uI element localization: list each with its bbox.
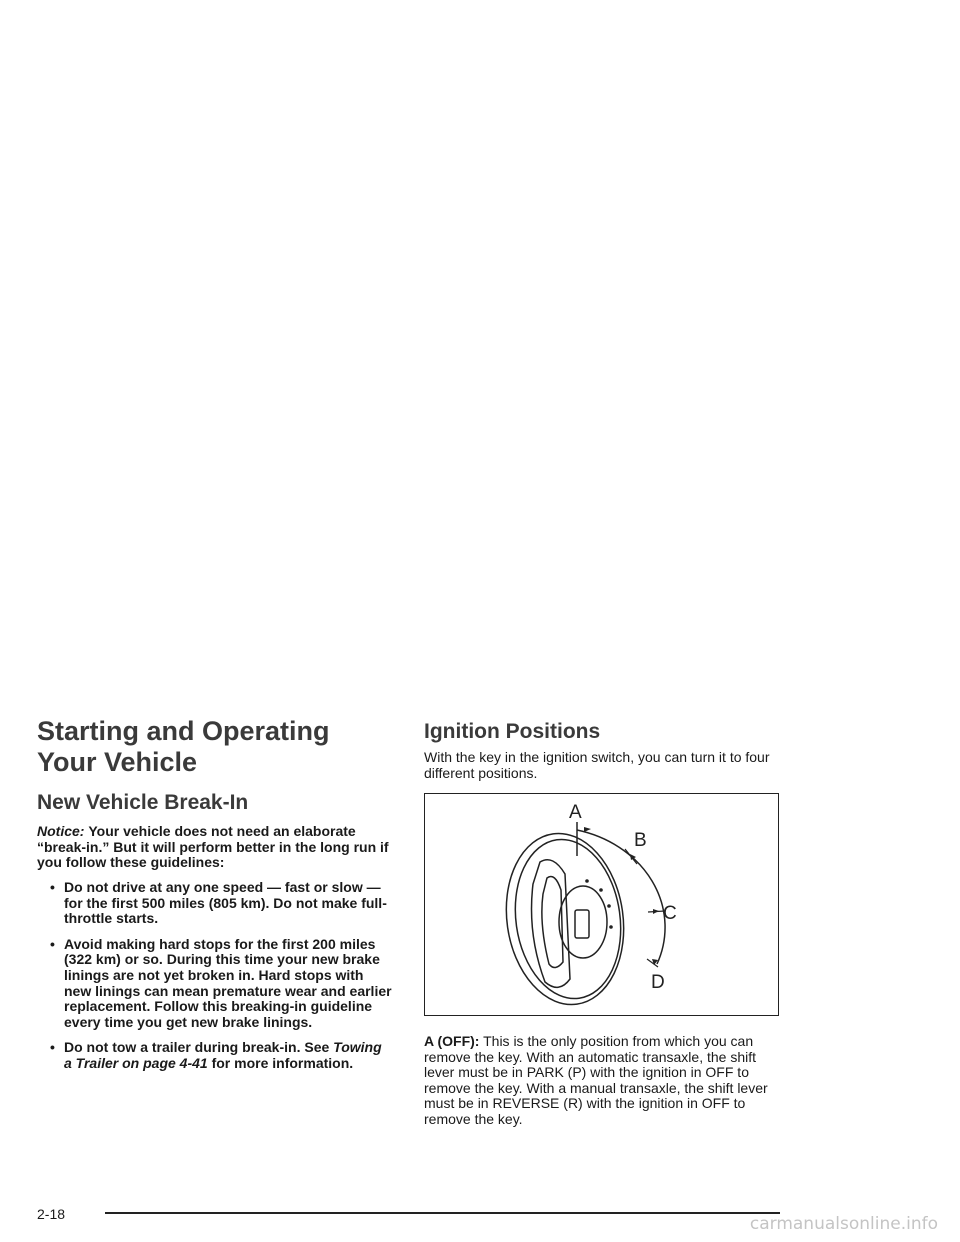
list-item <box>37 880 392 927</box>
notice-text: Your vehicle does not need an elaborate “break-in.” But it will perform better in the long run if you follow these guidelines: <box>37 823 389 871</box>
list-item <box>37 1040 392 1071</box>
keyway <box>575 910 589 938</box>
bullet-icon: • <box>50 879 55 895</box>
ignition-title: Ignition Positions <box>424 720 601 743</box>
guideline-list <box>37 880 392 1082</box>
bullet-text-after: for more information. <box>207 1054 354 1071</box>
bullet-icon: • <box>50 1039 55 1056</box>
bullet-text-before: Do not tow a trailer during break-in. See <box>64 1039 334 1056</box>
label-c: C <box>663 903 677 924</box>
label-b: B <box>634 830 647 851</box>
bullet-text: Do not drive at any one speed — fast or slow — for the first 500 miles (805 km). Do not make full-throttle starts. <box>64 879 387 927</box>
bullet-text: Avoid making hard stops for the first 200 miles (322 km) or so. During this time your new brake linings are not yet broken in. Hard stops with new linings can mean premature wear and earlier replacement. Follow this breaking-in guideline every time you get new brake linings. <box>64 935 392 1030</box>
ignition-diagram <box>425 794 777 1014</box>
towing-link[interactable]: Towing a Trailer on page 4-41 <box>64 1039 382 1071</box>
ignition-figure <box>424 793 779 1016</box>
bezel-inner <box>505 833 630 1006</box>
subsection-title: New Vehicle Break-In <box>37 791 249 814</box>
list-item <box>37 937 392 1031</box>
notice-label: Notice: <box>37 823 85 839</box>
position-a-label: A (OFF): <box>424 1033 480 1049</box>
page-number: 2-18 <box>37 1206 66 1222</box>
position-a-text: This is the only position from which you can remove the key. With an automatic transaxle, the shift lever must be in PARK (P) with the ignition in OFF to remove the key. With a manual transaxle, the shift lever must be in REVERSE (R) with the ignition in OFF to remove the key. <box>424 1033 768 1127</box>
ignition-intro: With the key in the ignition switch, you can turn it to four different positions. <box>424 749 770 781</box>
marker-a <box>584 827 591 832</box>
rotation-arc <box>577 830 665 964</box>
key-grip <box>542 877 563 968</box>
bullet-icon: • <box>50 935 55 952</box>
position-a-paragraph <box>424 1034 786 1128</box>
key-head <box>532 860 571 988</box>
watermark: carmanualsonline.info <box>749 1214 938 1234</box>
label-a: A <box>569 802 582 823</box>
label-d: D <box>651 972 665 993</box>
notice-paragraph <box>37 824 392 871</box>
footer-rule <box>105 1212 780 1214</box>
section-title: Starting and Operating Your Vehicle <box>37 716 330 777</box>
